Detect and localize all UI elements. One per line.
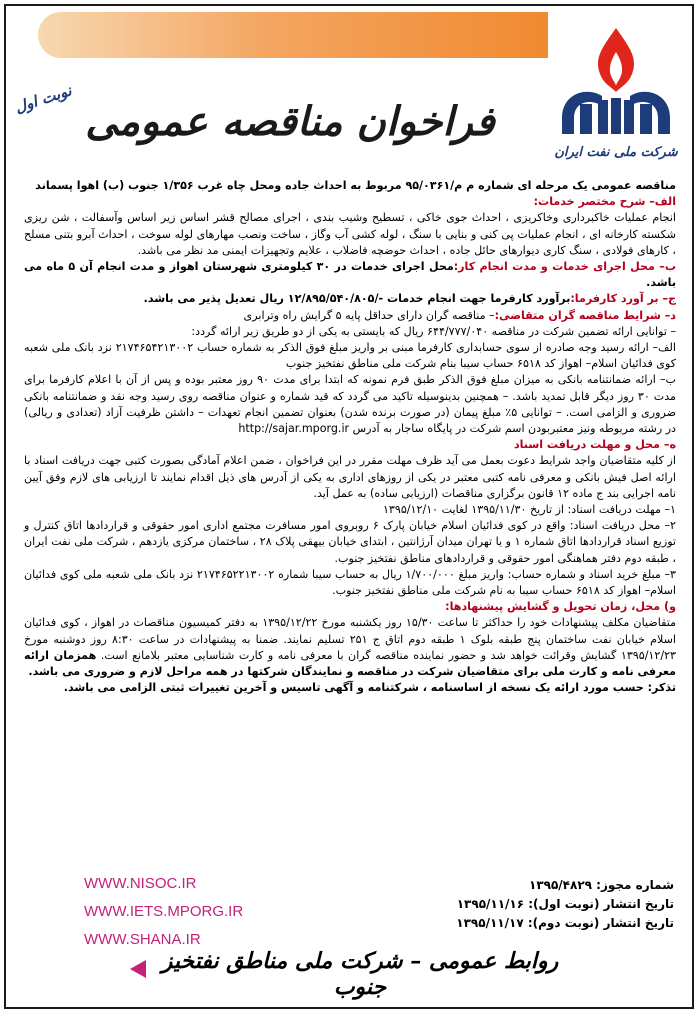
logo-caption: شرکت ملی نفت ایران bbox=[554, 145, 678, 160]
section-e-p2: ۱– مهلت دریافت اسناد: از تاریخ ۱۳۹۵/۱۱/۳۰ لغایت ۱۳۹۵/۱۲/۱۰ bbox=[382, 503, 676, 517]
permit-number: شماره مجوز: ۱۳۹۵/۴۸۲۹ bbox=[529, 878, 674, 892]
section-e-p3: ۲– محل دریافت اسناد: واقع در کوی فدائیان اسلام خیابان پارک ۶ روبروی امور مسافرت مجتمع اداری امور حقوقی و قراردادها اتاق کنترل و توزیع اسناد قراردادها اتاق شماره ۱ و یا تهران میدان آرژانتین ، ابتدای خیابان بیهقی پلاک ۲۸ ، ساختمان مرکزی یازدهم ، شرکت ملی نفت ایران ، طبقه دوم دفتر هماهنگی امور حقوقی و قراردادهای مناطق نفتخیز جنوب. bbox=[24, 519, 677, 565]
footer-signature: روابط عمومی – شرکت ملی مناطق نفتخیز جنوب bbox=[161, 948, 559, 1000]
section-d-heading: د– شرایط مناقصه گران متقاضی: bbox=[494, 308, 676, 322]
publish-date-second: تاریخ انتشار (نوبت دوم): ۱۳۹۵/۱۱/۱۷ bbox=[456, 916, 674, 930]
page-title: فراخوان مناقصه عمومی bbox=[85, 98, 495, 145]
tender-body bbox=[24, 178, 676, 697]
section-d-p3: ب– ارائه ضمانتنامه بانکی به میزان مبلغ فوق الذکر طبق فرم نمونه که ابتدا برای مدت ۹۰ روز معتبر بوده و پس از آن با اعلام کارفرما برای مدت ۳۰ روز دیگر قابل تمدید باشد. – همچنین بدینوسیله تاکید می گردد که قید شماره و عنوان مناقصه روی رسید وجه نقد و ضمانتنامه بانکی ضروری و الزامی است. – توانایی ۵٪ مبلغ پیمان (در صورت برنده شدن) بعنوان تضمین انجام تعهدات – داشتن ظرفیت آزاد (تعدادی و ریالی) در رشته مربوطه ونیز معتبربودن اسم شرکت در پایگاه ساجار به آدرس http://sajar.mporg.ir bbox=[24, 373, 676, 436]
section-b-text: محل اجرای خدمات در ۳۰ کیلومتری شهرستان اهواز و مدت انجام آن ۵ ماه می باشد. bbox=[24, 260, 676, 290]
nioc-logo bbox=[554, 22, 678, 172]
section-f-note: تذکر: حسب مورد ارائه یک نسخه از اساسنامه ، شرکتنامه و آگهی تاسیس و آخرین تغییرات ثبتی الزامی می باشد. bbox=[63, 681, 676, 695]
section-b-heading: ب– محل اجرای خدمات و مدت انجام کار: bbox=[453, 260, 676, 274]
section-c-heading: ج– بر آورد کارفرما: bbox=[570, 292, 676, 306]
section-e-p1: از کلیه متقاضیان واجد شرایط دعوت بعمل می آید ظرف مهلت مقرر در این فراخوان ، ضمن اعلام آمادگی بصورت کتبی جهت دریافت اسناد با ارائه اصل فیش بانکی و معرفی نامه کتبی معتبر در یکی از روزهای اداری به یکی از آدرس های ذیل اقدام نمایند تا ارزیابی های لازم وفق آیین نامه اجرایی بند ج ماده ۱۲ قانون برگزاری مناقصات (ارزیابی ساده) به عمل آید. bbox=[24, 454, 676, 500]
section-d-p2: الف– ارائه رسید وجه صادره از سوی حسابداری کارفرما مبنی بر واریز مبلغ فوق الذکر به شماره حساب ۲۱۷۴۶۵۴۲۱۳۰۰۲ نزد بانک ملی شعبه کوی فدائیان اسلام– اهواز کد ۶۵۱۸ حساب سیبا بنام شرکت ملی مناطق نفتخیز جنوب bbox=[24, 341, 677, 371]
url-shana[interactable]: WWW.SHANA.IR bbox=[84, 931, 201, 948]
section-d-p1: – توانایی ارائه تضمین شرکت در مناقصه ۶۴۴/۷۷۷/۰۴۰ ریال که بایستی به یکی از دو طریق زیر ارائه گردد: bbox=[191, 324, 676, 338]
publication-info bbox=[374, 876, 674, 933]
header-orange-banner bbox=[38, 12, 548, 58]
section-e-heading: ه– محل و مهلت دریافت اسناد bbox=[513, 438, 676, 452]
round-label: نوبت اول bbox=[12, 81, 74, 117]
section-f-p1-bold: همزمان ارائه معرفی نامه و کارت ملی برای متقاضیان شرکت در مناقصه و نمایندگان شرکتها در همه مراحل لازم و ضروری می باشد. bbox=[24, 648, 676, 679]
arrow-icon bbox=[130, 960, 146, 978]
section-c-text: برآورد کارفرما جهت انجام خدمات -/۱۲/۸۹۵/۵۴۰/۸۰۵ ریال تعدیل پذیر می باشد. bbox=[143, 292, 571, 306]
section-e-p4: ۳– مبلغ خرید اسناد و شماره حساب: واریز مبلغ ۱/۷۰۰/۰۰۰ ریال به حساب سیبا شماره ۲۱۷۴۶۵۲۲۱۳۰۰۲ نزد بانک ملی شعبه ملی کوی فدائیان اسلام– اهواز کد ۶۵۱۸ حساب سیبا به نام شرکت ملی مناطق نفتخیز جنوب. bbox=[24, 567, 677, 598]
intro-text: مناقصه عمومی یک مرحله ای شماره م م/۹۵/۰۳۶۱ مربوط به احداث جاده ومحل چاه غرب ۱/۳۵۶ جنوب (ب) اهوا پسماند bbox=[35, 179, 676, 192]
section-a-text: انجام عملیات خاکبرداری وخاکریزی ، احداث جوی خاکی ، تسطیح وشیب بندی ، اجرای مصالح قشر اساس زیر اساس وآسفالت ، شن ریزی شکسته کارخانه ای ، انجام عملیات پی کنی و بنایی با سنگ ، لوله کشی آب وگاز ، ساخت ونصب مهارهای لوله سوخت ، احداث آبرو بتنی مسلح ، کارهای فولادی ، سنگ کاری دیوارهای حائل جاده ، احداث حوضچه فاضلاب ، علایم وتجهیزات ایمنی مد نظر می باشد. bbox=[24, 211, 676, 257]
section-f-heading: و) محل، زمان تحویل و گشایش پیشنهادها: bbox=[445, 600, 676, 614]
publish-date-first: تاریخ انتشار (نوبت اول): ۱۳۹۵/۱۱/۱۶ bbox=[456, 897, 674, 911]
section-a-heading: الف– شرح مختصر خدمات: bbox=[533, 195, 676, 209]
section-d-text: – مناقصه گران دارای حداقل پایه ۵ گرایش راه وترابری bbox=[243, 308, 495, 322]
url-nisoc[interactable]: WWW.NISOC.IR bbox=[84, 875, 197, 892]
section-f-p1: متقاضیان مکلف پیشنهادات خود را حداکثر تا ساعت ۱۵/۳۰ روز یکشنبه مورخ ۱۳۹۵/۱۲/۲۲ به دفتر کمیسیون مناقصات در اهواز ، کوی فدائیان اسلام خیابان نفت ساختمان پنج طبقه بلوک ۱ طبقه دوم اتاق ج ۲۵۱ تسلیم نمایند. ضمنا به پیشنهادات در ساعت ۸:۳۰ روز دوشنبه مورخ ۱۳۹۵/۱۲/۲۳ گشایش وقرائت خواهد شد و حضور نماینده مناقصه گران با معرفی نامه و کارت شناسایی معتبر بلامانع است. bbox=[24, 616, 677, 662]
website-list bbox=[84, 870, 243, 954]
url-iets[interactable]: WWW.IETS.MPORG.IR bbox=[84, 903, 244, 920]
